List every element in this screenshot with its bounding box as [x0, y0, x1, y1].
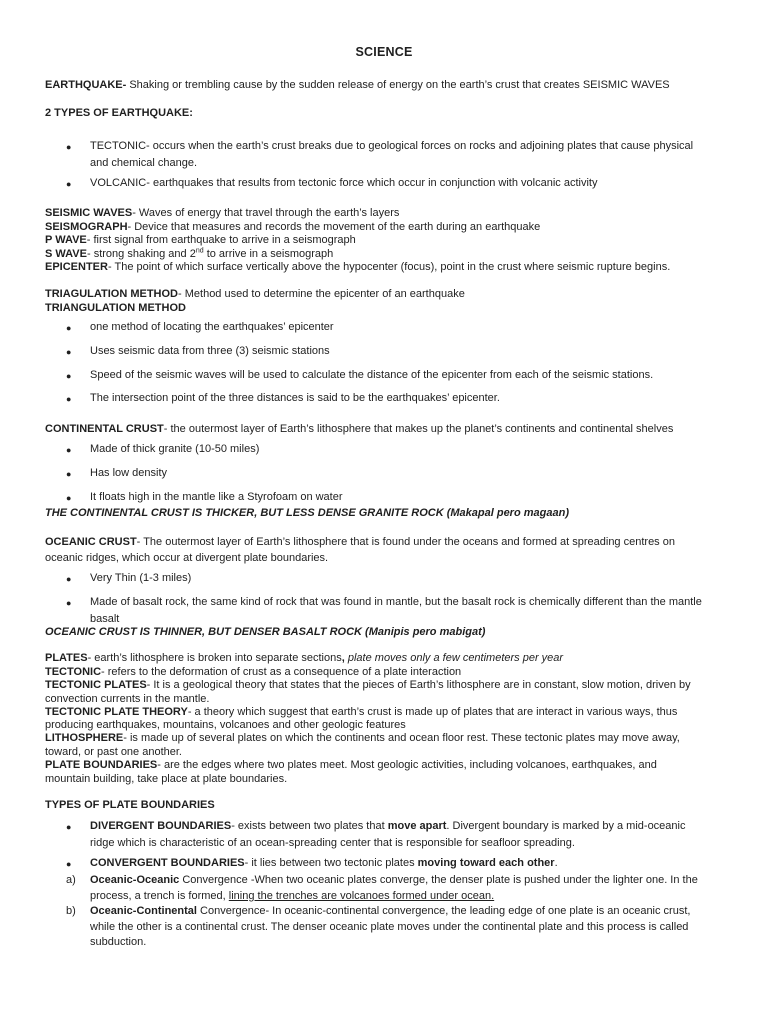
- term: LITHOSPHERE: [45, 732, 124, 744]
- term: EPICENTER: [45, 261, 108, 273]
- oceanic-summary: OCEANIC CRUST IS THINNER, BUT DENSER BASALT ROCK (Manipis pero mabigat): [45, 626, 486, 638]
- list-letter: a): [66, 874, 76, 886]
- definition-text: - Method used to determine the epicenter of an earthquake: [178, 288, 465, 300]
- item-text: occurs when the earth’s crust breaks due to geological forces on rocks and adjoining plates that cause physical: [149, 140, 694, 152]
- term: PLATES: [45, 652, 88, 664]
- definition-continental-crust: [45, 423, 735, 437]
- definition-text-cont: to arrive in a seismograph: [203, 247, 334, 260]
- bullet-icon: ●: [66, 574, 72, 584]
- bullet-icon: ●: [66, 822, 72, 832]
- continental-summary: THE CONTINENTAL CRUST IS THICKER, BUT LESS DENSE GRANITE ROCK (Makapal pero magaan): [45, 507, 569, 519]
- term: DIVERGENT BOUNDARIES: [90, 820, 232, 832]
- term: TECTONIC PLATE THEORY: [45, 705, 188, 718]
- term: TRIAGULATION METHOD: [45, 288, 179, 300]
- definition-text: - The outermost layer of Earth’s lithosphere that is found under the oceans and formed at spreading centres on: [136, 536, 675, 548]
- term: SEISMIC WAVES: [45, 207, 133, 219]
- term: CONVERGENT BOUNDARIES: [90, 857, 245, 869]
- item-text-cont: subduction.: [90, 936, 147, 948]
- bullet-icon: ●: [66, 323, 72, 333]
- item-text: - it lies between two tectonic plates: [244, 857, 418, 869]
- bullet-icon: ●: [66, 347, 72, 357]
- term: TECTONIC: [45, 665, 102, 678]
- definition-text-cont: producing earthquakes, mountains, volcanoes and other geologic features: [45, 719, 406, 731]
- definition-text-cont: mountain building, take place at plate boundaries.: [45, 772, 288, 785]
- comma: ,: [341, 652, 345, 664]
- definition-epicenter: [45, 261, 735, 275]
- item-text-cont: process, a trench is formed,: [90, 889, 229, 902]
- item-text: - exists between two plates that: [231, 820, 388, 832]
- term: OCEANIC CRUST: [45, 536, 137, 548]
- definition-text: - strong shaking and 2: [86, 247, 196, 260]
- definition-tectonic: [45, 666, 735, 680]
- definition-text: - refers to the deformation of crust as a consequence of a plate interaction: [101, 665, 462, 678]
- bullet-icon: ●: [66, 859, 72, 869]
- definition-seismic-waves: [45, 207, 735, 221]
- list-item: [90, 818, 730, 851]
- term: CONTINENTAL CRUST: [45, 423, 164, 435]
- list-item: Very Thin (1-3 miles): [90, 572, 192, 584]
- definition-text: - Waves of energy that travel through the earth’s layers: [132, 207, 400, 219]
- list-item: [90, 594, 730, 627]
- list-item: [90, 138, 730, 171]
- triangulation-heading: TRIANGULATION METHOD: [45, 301, 186, 314]
- bullet-icon: ●: [66, 598, 72, 608]
- definition-triagulation: [45, 288, 735, 302]
- definition-plates: [45, 652, 735, 666]
- bold-text: move apart: [387, 820, 447, 832]
- list-item: [90, 873, 720, 904]
- list-item: [90, 175, 730, 192]
- bullet-icon: ●: [66, 493, 72, 503]
- definition-tectonic-plate-theory: [45, 706, 735, 733]
- list-item: Has low density: [90, 467, 168, 479]
- superscript: nd: [195, 246, 204, 254]
- bullet-icon: ●: [66, 469, 72, 479]
- item-text-after: .: [554, 857, 558, 869]
- bullet-icon: ●: [66, 142, 72, 152]
- definition-text: - first signal from earthquake to arrive in a seismograph: [86, 234, 356, 246]
- item-text: Convergence- In oceanic-continental convergence, the leading edge of one plate is an oceanic crust,: [196, 905, 691, 917]
- item-text-after: . Divergent boundary is marked by a mid-oceanic: [446, 820, 686, 832]
- definition-text-cont: convection currents in the mantle.: [45, 692, 210, 705]
- definition-text: - the outermost layer of Earth’s lithosphere that makes up the planet’s continents and continental shelves: [163, 423, 674, 435]
- underlined-text: lining the trenches are volcanoes formed under ocean.: [228, 889, 495, 902]
- list-item: [90, 904, 720, 951]
- definition-text: - earth’s lithosphere is broken into separate sections: [87, 652, 342, 664]
- term: SEISMOGRAPH: [45, 220, 128, 233]
- term: S WAVE: [45, 247, 87, 260]
- list-item: Made of thick granite (10-50 miles): [90, 443, 260, 455]
- item-text: Convergence -When two oceanic plates converge, the denser plate is pushed under the lighter one. In the: [179, 874, 698, 886]
- definition-tectonic-plates: [45, 679, 735, 706]
- definition-text-cont: oceanic ridges, which occur at divergent plate boundaries.: [45, 551, 329, 564]
- definition-text: - are the edges where two plates meet. Most geologic activities, including volcanoes, earthquakes, and: [157, 759, 657, 771]
- bullet-icon: ●: [66, 445, 72, 455]
- list-item: one method of locating the earthquakes’ epicenter: [90, 321, 334, 333]
- italic-text: plate moves only a few centimeters per year: [344, 652, 564, 664]
- definition-s-wave: [45, 248, 735, 262]
- definition-text: - a theory which suggest that earth’s crust is made up of plates that are interact in various ways, thus: [187, 705, 678, 718]
- list-item: It floats high in the mantle like a Styrofoam on water: [90, 491, 343, 503]
- item-text-cont: ridge which is characteristic of an ocean-spreading center that is responsible for seafloor spreading.: [90, 836, 575, 849]
- term: TECTONIC PLATES: [45, 679, 147, 691]
- list-item: Speed of the seismic waves will be used to calculate the distance of the epicenter from each of the seismic stations.: [90, 369, 654, 381]
- list-item: The intersection point of the three distances is said to be the earthquakes’ epicenter.: [90, 392, 500, 404]
- bullet-icon: ●: [66, 371, 72, 381]
- definition-text: Shaking or trembling cause by the sudden release of energy on the earth’s crust that creates SEISMIC WAVES: [126, 79, 670, 91]
- term: Oceanic-Oceanic: [90, 874, 180, 886]
- types-of-earthquake-heading: 2 TYPES OF EARTHQUAKE:: [45, 107, 193, 119]
- definition-text: - Device that measures and records the movement of the earth during an earthquake: [127, 220, 541, 233]
- definition-seismograph: [45, 221, 735, 235]
- term: PLATE BOUNDARIES: [45, 759, 158, 771]
- term: EARTHQUAKE-: [45, 79, 127, 91]
- term: VOLCANIC-: [90, 177, 150, 189]
- definition-text: - is made up of several plates on which the continents and ocean floor rest. These tectonic plates may move away,: [123, 732, 680, 744]
- item-text: Made of basalt rock, the same kind of rock that was found in mantle, but the basalt rock is chemically different than the mantle: [90, 596, 702, 608]
- item-text-cont: and chemical change.: [90, 156, 198, 169]
- list-item: Uses seismic data from three (3) seismic stations: [90, 345, 330, 357]
- definition-lithosphere: [45, 732, 735, 759]
- term: TECTONIC-: [90, 140, 150, 152]
- definition-plate-boundaries: [45, 759, 735, 786]
- definition-text: - It is a geological theory that states that the pieces of Earth’s lithosphere are in constant, slow motion, driven by: [146, 679, 691, 691]
- bullet-icon: ●: [66, 179, 72, 189]
- term: P WAVE: [45, 234, 87, 246]
- bold-text: moving toward each other: [417, 857, 555, 869]
- definition-p-wave: [45, 234, 735, 248]
- types-of-plate-boundaries-heading: TYPES OF PLATE BOUNDARIES: [45, 799, 215, 811]
- item-text-cont: while the other is a continental crust. The denser oceanic plate moves under the continental plate and this process is called: [90, 920, 689, 933]
- list-item: [90, 855, 730, 872]
- definition-text: - The point of which surface vertically above the hypocenter (focus), point in the crust where seismic rupture begins.: [107, 261, 671, 273]
- page-title: SCIENCE: [355, 45, 413, 59]
- earthquake-definition: [45, 79, 735, 93]
- definition-text-cont: toward, or past one another.: [45, 745, 182, 758]
- bullet-icon: ●: [66, 394, 72, 404]
- list-letter: b): [66, 905, 76, 917]
- item-text: earthquakes that results from tectonic force which occur in conjunction with volcanic activity: [149, 177, 598, 189]
- item-text-cont: basalt: [90, 612, 120, 625]
- term: Oceanic-Continental: [90, 905, 197, 917]
- definition-oceanic-crust: [45, 535, 735, 566]
